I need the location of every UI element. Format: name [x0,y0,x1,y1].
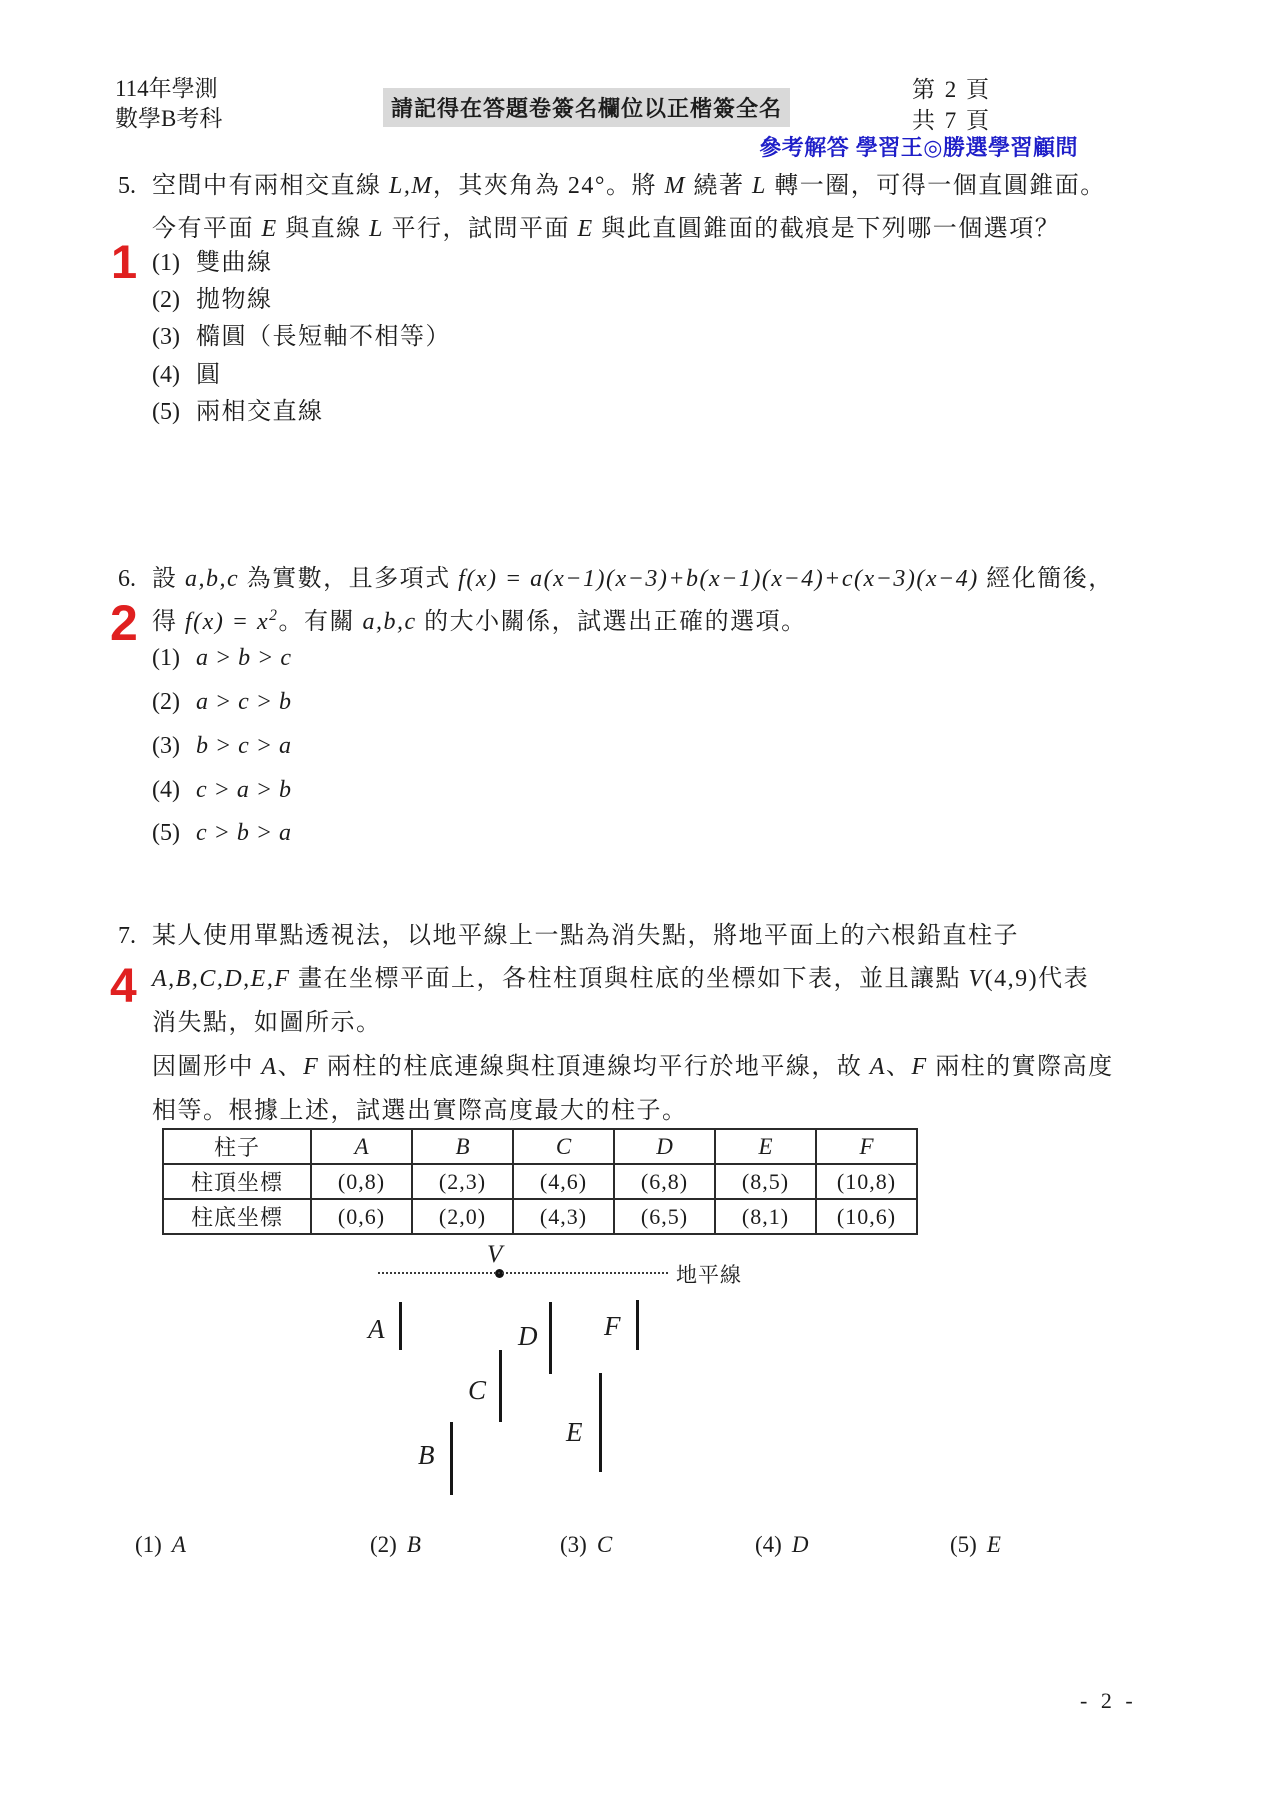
q7-option-5-label: (5) [950,1532,977,1557]
q6-option-1 [152,645,292,672]
q6-line2: 得 $f(x) = x^2$。有關 a,b,c 的大小關係，試選出正確的選項。 [152,607,807,635]
q5-option-5-label: (5) [152,399,180,425]
horizon-dotted-line [378,1272,668,1274]
bottom-E: (8,1) [715,1199,816,1234]
pillar-table [162,1128,918,1235]
page-current: 第 2 頁 [912,77,991,102]
q5-option-1 [152,242,272,277]
q6-option-4 [152,777,292,804]
q5-answer-mark: 1 [111,235,138,288]
figure-label-B: B [418,1440,435,1470]
col-header-B: B [412,1129,513,1164]
figure-segment-A [399,1302,402,1350]
exam-name [115,74,222,134]
pillar-bottom-row [163,1199,917,1234]
solution-credit-watermark: 參考解答 學習王◎勝選學習顧問 [759,135,1078,160]
signature-notice: 請記得在答題卷簽名欄位以正楷簽全名 [383,88,790,127]
q7-option-4-label: (4) [755,1532,782,1557]
page-indicator [912,74,991,136]
q6-option-1-label: (1) [152,645,180,671]
q7-line1 [118,915,1019,950]
q7-option-4-text: D [791,1532,809,1557]
bottom-B: (2,0) [412,1199,513,1234]
q7-line5: 相等。根據上述，試選出實際高度最大的柱子。 [152,1098,688,1124]
q6-option-5-label: (5) [152,820,180,846]
q5-option-4 [152,354,221,389]
q6-option-3-text: b > c > a [195,733,292,759]
horizon-label: 地平線 [676,1263,742,1287]
exam-name-line1: 114年學測 [115,76,218,101]
figure-label-E: E [566,1417,583,1447]
figure-label-F: F [604,1311,621,1341]
q5-option-3-label: (3) [152,324,180,350]
q5-option-4-label: (4) [152,362,180,388]
q7-option-2 [370,1532,421,1558]
q5-option-2 [152,279,272,314]
q5-line2: 今有平面 E 與直線 L 平行，試問平面 E 與此直圓錐面的截痕是下列哪一個選項？ [152,216,1061,242]
figure-segment-F [636,1300,639,1350]
q5-number: 5. [118,173,136,199]
figure-segment-C [499,1350,502,1422]
q7-option-3 [560,1532,613,1558]
page-footer-number: - 2 - [1080,1688,1137,1713]
row-label-top: 柱頂坐標 [163,1164,311,1199]
pillar-top-row [163,1164,917,1199]
top-B: (2,3) [412,1164,513,1199]
q7-option-3-label: (3) [560,1532,587,1557]
q7-option-1 [135,1532,186,1558]
q6-option-5 [152,820,292,847]
q5-option-1-text: 雙曲線 [195,250,273,276]
figure-label-C: C [468,1375,487,1405]
col-header-A: A [311,1129,412,1164]
figure-segment-E [599,1373,602,1472]
q6-option-2 [152,689,292,716]
exam-name-line2: 數學B考科 [115,106,223,131]
q6-option-2-text: a > c > b [195,689,292,715]
q6-option-3-label: (3) [152,733,180,759]
row-label-bottom: 柱底坐標 [163,1199,311,1234]
q6-option-1-text: a > b > c [195,645,292,671]
col-header-E: E [715,1129,816,1164]
page-total: 共 7 頁 [912,108,991,133]
q5-option-3-text: 橢圓（長短軸不相等） [195,324,451,350]
q6-option-4-text: c > a > b [195,777,292,803]
q7-option-3-text: C [596,1532,613,1557]
top-E: (8,5) [715,1164,816,1199]
q7-line3: 消失點，如圖所示。 [152,1010,382,1036]
q6-line1 [118,558,1114,593]
q5-option-1-label: (1) [152,250,180,276]
q7-option-4 [755,1532,809,1558]
q7-line2: A,B,C,D,E,F 畫在坐標平面上，各柱柱頂與柱底的坐標如下表，並且讓點 V(4,9)代表 [152,966,1090,992]
q7-option-5 [950,1532,1001,1558]
figure-label-D: D [518,1321,538,1351]
bottom-C: (4,3) [513,1199,614,1234]
q5-option-2-text: 拋物線 [195,287,273,313]
q7-answer-mark: 4 [110,960,137,1013]
q7-option-2-label: (2) [370,1532,397,1557]
figure-segment-B [450,1422,453,1495]
q5-option-5 [152,391,323,426]
pillar-table-header-row [163,1129,917,1164]
q7-line1-text: 某人使用單點透視法，以地平線上一點為消失點，將地平面上的六根鉛直柱子 [152,923,1019,949]
q5-option-2-label: (2) [152,287,180,313]
bottom-D: (6,5) [614,1199,715,1234]
bottom-F: (10,6) [816,1199,917,1234]
bottom-A: (0,6) [311,1199,412,1234]
top-F: (10,8) [816,1164,917,1199]
q6-line1-text: 設 a,b,c 為實數，且多項式 f(x) = a(x−1)(x−3)+b(x−1)(x−4)+c(x−3)(x−4) 經化簡後， [152,566,1114,592]
q7-option-1-label: (1) [135,1532,162,1557]
q6-option-4-label: (4) [152,777,180,803]
col-header-C: C [513,1129,614,1164]
q5-option-4-text: 圓 [195,362,222,388]
top-D: (6,8) [614,1164,715,1199]
col-header-D: D [614,1129,715,1164]
q7-option-1-text: A [171,1532,187,1557]
q7-option-2-text: B [406,1532,422,1557]
q5-option-5-text: 兩相交直線 [195,399,324,425]
figure-label-A: A [368,1314,385,1344]
q5-line1-text: 空間中有兩相交直線 L,M，其夾角為 24°。將 M 繞著 L 轉一圈，可得一個直圓錐面。 [152,173,1106,199]
q6-option-5-text: c > b > a [195,820,292,846]
top-C: (4,6) [513,1164,614,1199]
col-header-pillar: 柱子 [163,1129,311,1164]
col-header-F: F [816,1129,917,1164]
q6-option-2-label: (2) [152,689,180,715]
q6-option-3 [152,733,292,760]
q7-option-5-text: E [986,1532,1002,1557]
q5-line1 [118,165,1106,200]
q6-answer-mark: 2 [110,595,138,651]
figure-segment-D [549,1302,552,1374]
vanishing-point-label: V [487,1241,503,1268]
q7-number: 7. [118,923,136,949]
q6-number: 6. [118,566,136,592]
q7-line4: 因圖形中 A、F 兩柱的柱底連線與柱頂連線均平行於地平線，故 A、F 兩柱的實際高度 [152,1054,1114,1080]
q5-option-3 [152,316,451,351]
top-A: (0,8) [311,1164,412,1199]
